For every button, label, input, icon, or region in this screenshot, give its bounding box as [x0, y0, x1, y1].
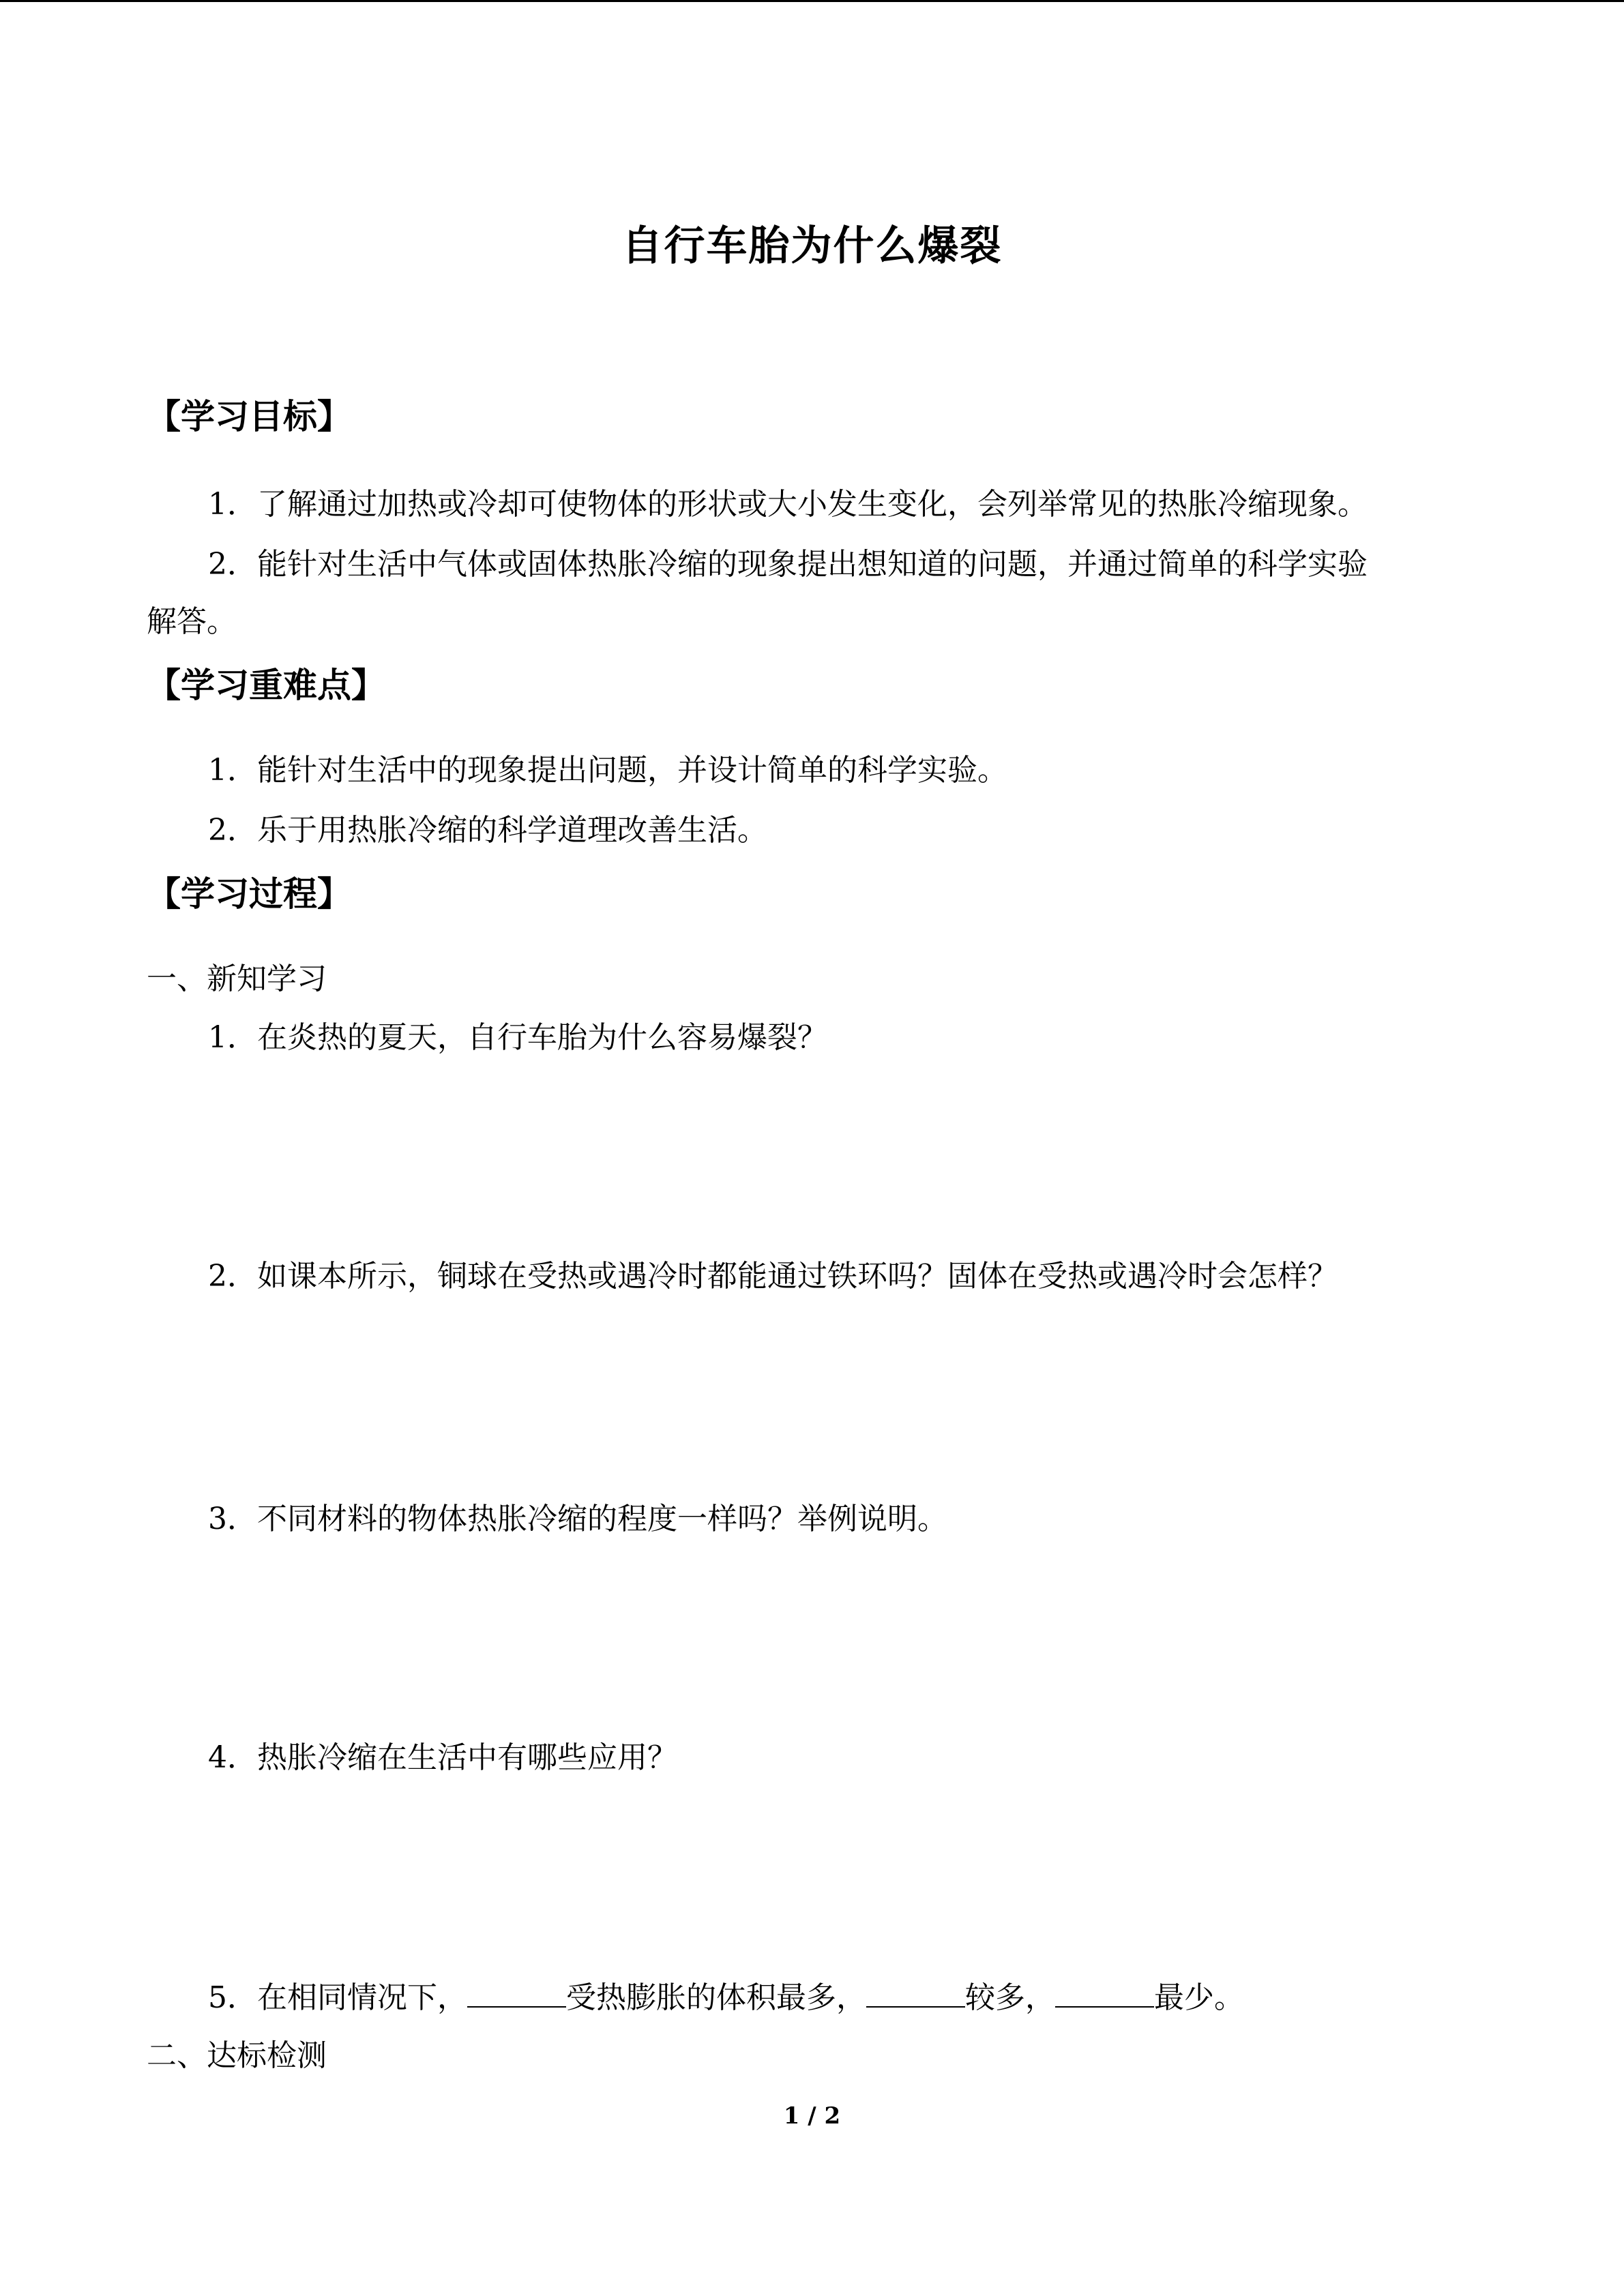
section-heading-key-points: 【学习重难点】	[147, 666, 385, 705]
question-3: 3．不同材料的物体热胀冷缩的程度一样吗？举例说明。	[208, 1502, 947, 1536]
question-5-mid2: 较多，	[965, 1980, 1055, 2015]
goal-item-1: 1．了解通过加热或冷却可使物体的形状或大小发生变化，会列举常见的热胀冷缩现象。	[208, 487, 1368, 522]
question-2: 2．如课本所示，铜球在受热或遇冷时都能通过铁环吗？固体在受热或遇冷时会怎样？	[208, 1259, 1338, 1294]
fill-blank-2[interactable]	[866, 1979, 965, 2008]
goal-item-2: 2．能针对生活中气体或固体热胀冷缩的现象提出想知道的问题，并通过简单的科学实验	[208, 547, 1368, 582]
section-heading-goals: 【学习目标】	[147, 397, 351, 436]
part2-title: 二、达标检测	[147, 2038, 327, 2073]
question-1: 1．在炎热的夏天，自行车胎为什么容易爆裂？	[208, 1020, 827, 1055]
fill-blank-1[interactable]	[467, 1979, 566, 2008]
page-title: 自行车胎为什么爆裂	[621, 222, 1003, 270]
section-heading-process: 【学习过程】	[147, 874, 351, 914]
key-point-item-2: 2．乐于用热胀冷缩的科学道理改善生活。	[208, 813, 767, 848]
key-point-item-1: 1．能针对生活中的现象提出问题，并设计简单的科学实验。	[208, 753, 1007, 788]
question-5-mid1: 受热膨胀的体积最多，	[566, 1980, 866, 2015]
part1-title: 一、新知学习	[147, 961, 327, 996]
question-5-suffix: 最少。	[1154, 1980, 1244, 2015]
question-4: 4．热胀冷缩在生活中有哪些应用？	[208, 1740, 677, 1775]
fill-blank-3[interactable]	[1055, 1979, 1154, 2008]
question-5	[208, 1973, 1244, 2016]
goal-item-2-continued: 解答。	[147, 604, 237, 639]
page-number: 1 / 2	[783, 2102, 841, 2130]
question-5-prefix: 5．在相同情况下，	[208, 1980, 467, 2015]
